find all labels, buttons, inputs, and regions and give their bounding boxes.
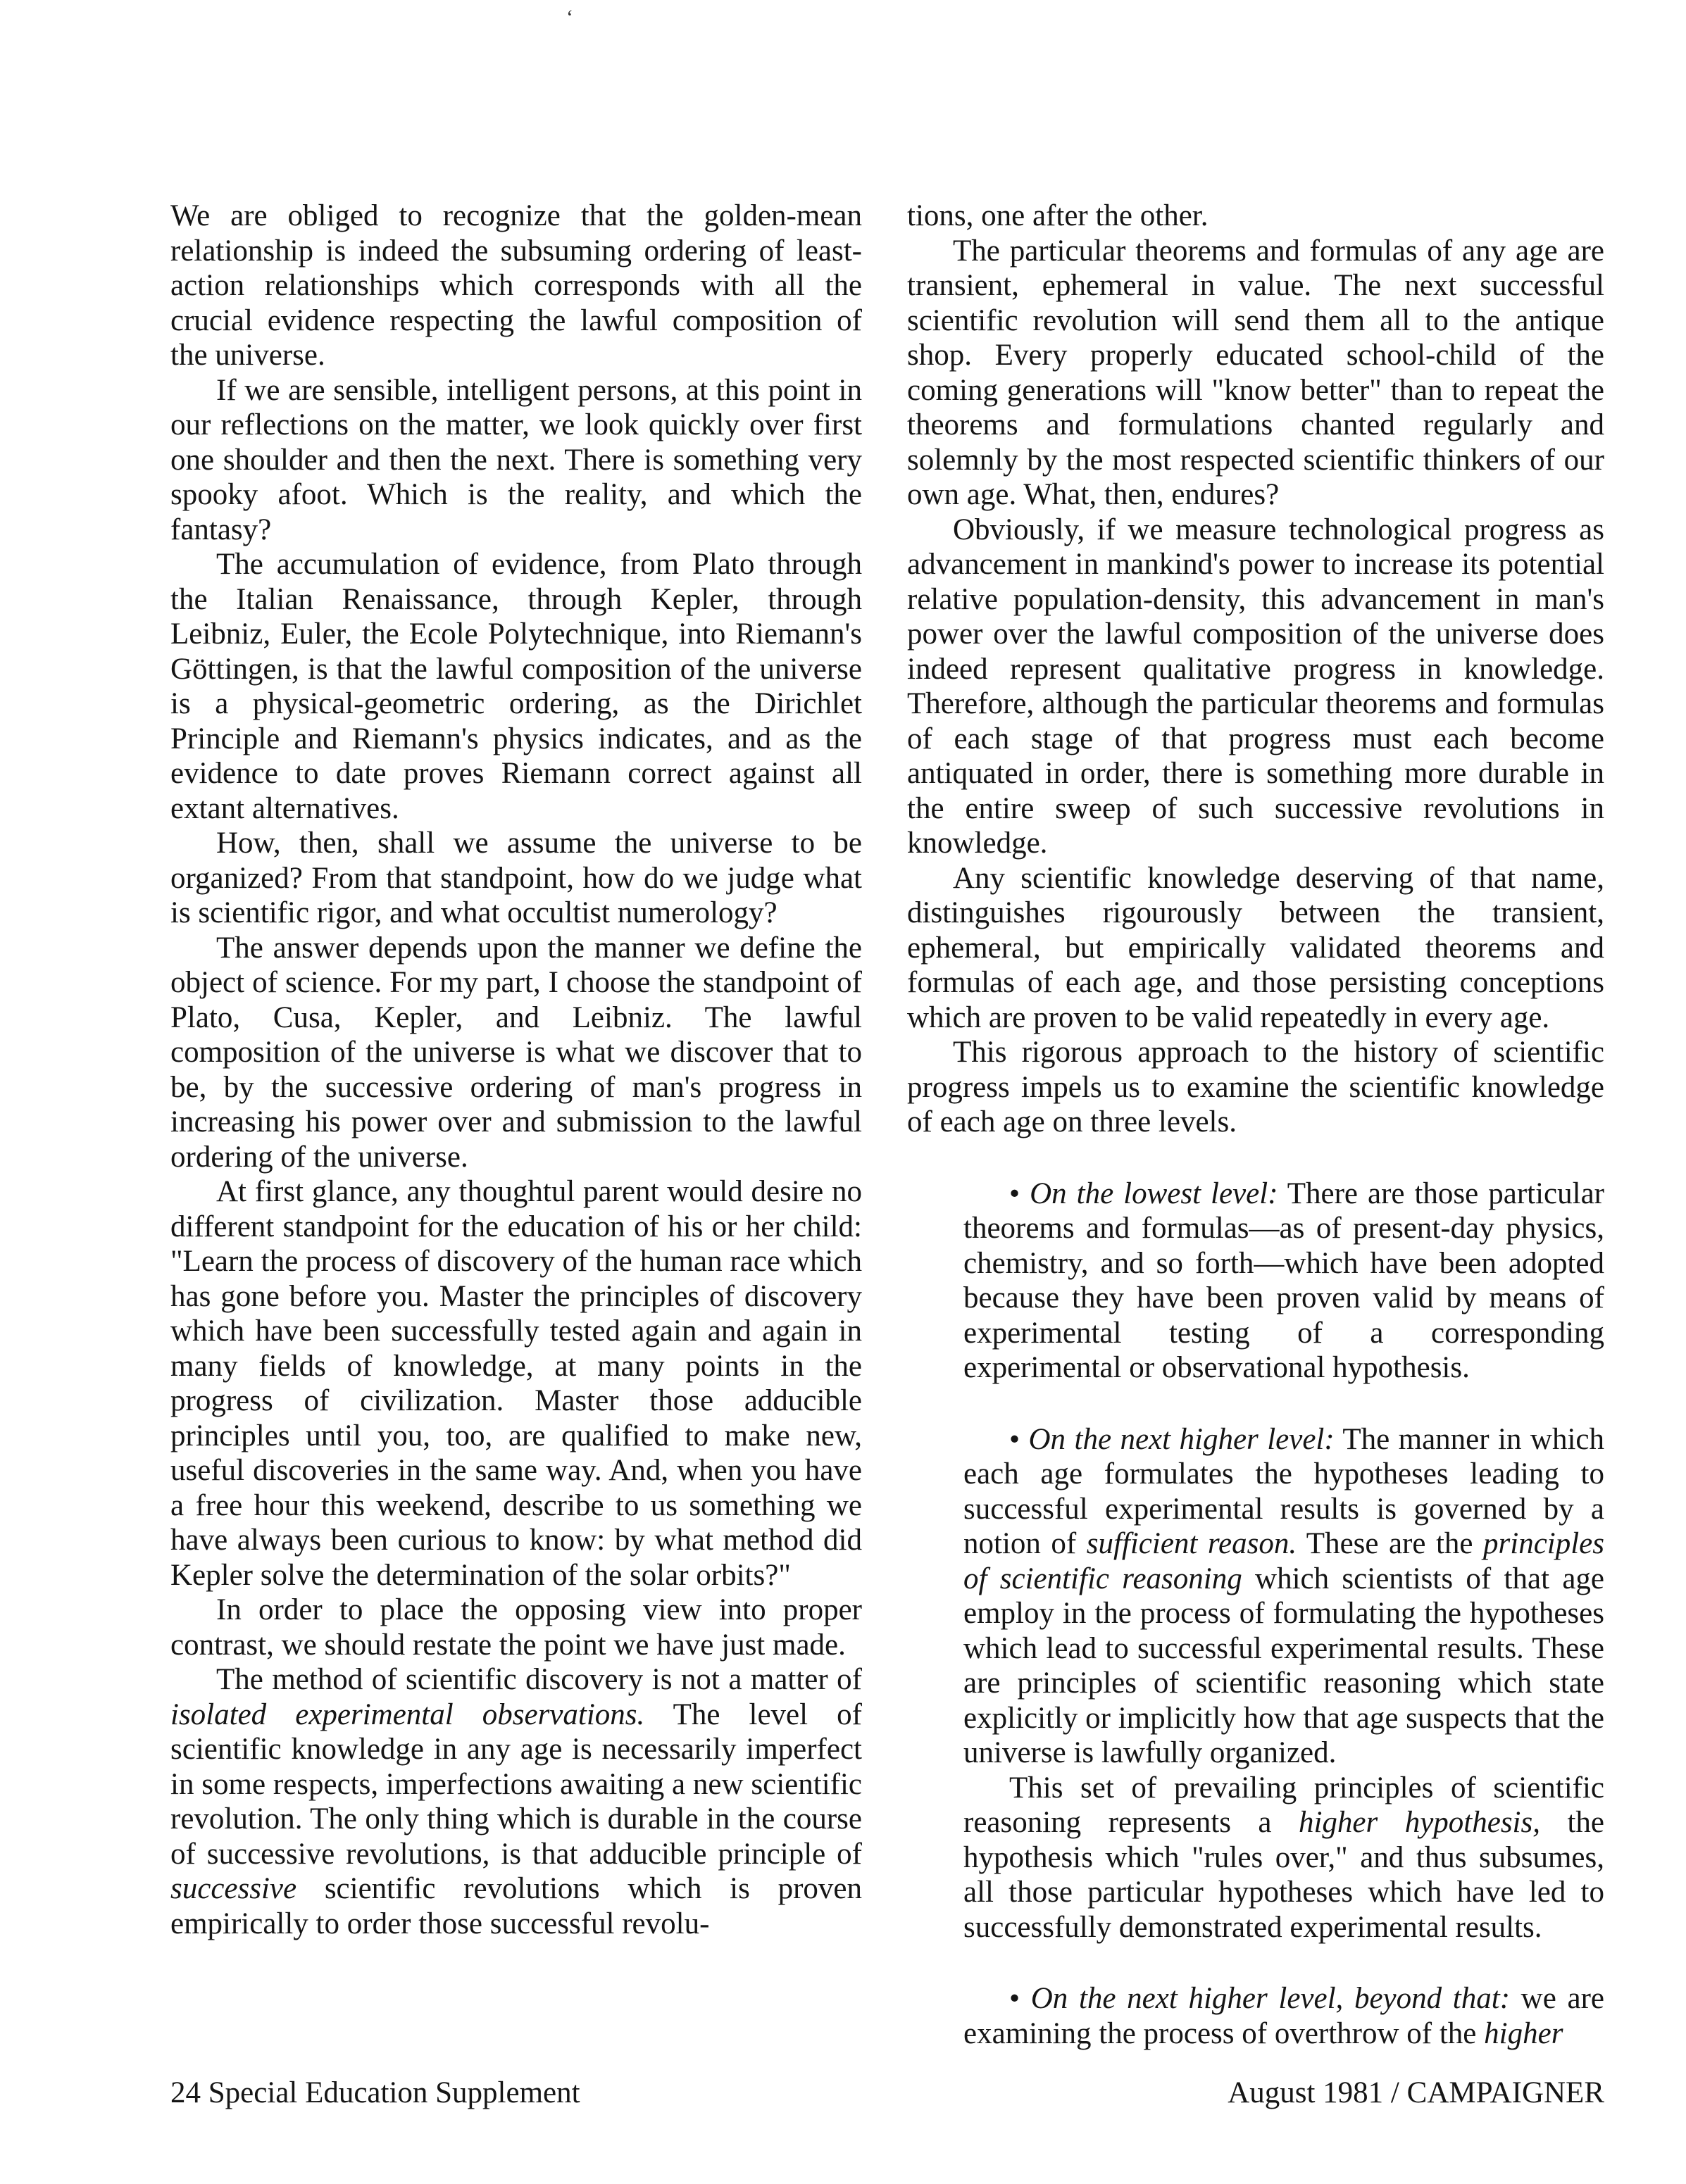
bullet-item-next-higher-level (907, 1422, 1604, 1771)
bullet-lead: On the lowest level: (1030, 1176, 1278, 1210)
bullet-icon: • (1009, 1422, 1020, 1456)
paragraph: tions, one after the other. (907, 199, 1209, 232)
paragraph: Any scientific knowledge deserving of that name, distinguishes rigourously between the transient, ephemeral, but empirically validated theorems and formulas of each age, and those persisting conceptions which are proven to be valid repeatedly in every age. (907, 861, 1604, 1034)
paragraph: This rigorous approach to the history of scientific progress impels us to examine the scientific knowledge of each age on three levels. (907, 1036, 1604, 1138)
text-run: There are those particular theorems and formulas—as of present-day physics, chemistry, and so forth—which have been adopted because they have been proven valid by means of experimental testing of a corresponding experimental or observational hypothesis. (963, 1176, 1604, 1384)
paragraph: In order to place the opposing view into proper contrast, we should restate the point we have just made. (170, 1593, 862, 1662)
footer-page-label: 24 Special Education Supplement (170, 2076, 580, 2109)
paragraph: The answer depends upon the manner we define the object of science. For my part, I choose the standpoint of Plato, Cusa, Kepler, and Leibniz. The lawful composition of the universe is what we discover that to be, by the successive ordering of man's progress in increasing his power over and submission to the lawful ordering of the universe. (170, 931, 862, 1174)
paragraph: We are obliged to recognize that the golden-mean relationship is indeed the subsuming ordering of least-action relationships which corresponds with all the crucial evidence respecting the lawful composition of the universe. (170, 199, 862, 372)
bullet-lead: On the next higher level, beyond that: (1030, 1982, 1511, 2015)
footer-issue-label: August 1981 / CAMPAIGNER (1228, 2076, 1604, 2109)
text-run: The method of scientific discovery is not a matter of (216, 1663, 862, 1696)
text-run: This set of prevailing principles of scientific reasoning represents a (963, 1771, 1604, 1839)
emphasis: sufficient reason. (1086, 1527, 1297, 1560)
text-run: we are examining the process of overthrow of the (963, 1982, 1604, 2050)
emphasis: successive (170, 1872, 297, 1905)
emphasis: isolated experimental observations. (170, 1697, 645, 1731)
emphasis: principles of scientific reasoning (963, 1527, 1604, 1595)
text-run: the hypothesis which "rules over," and thus subsumes, all those particular hypotheses which have led to successfully demonstrated experimental results. (963, 1806, 1604, 1944)
paragraph: The accumulation of evidence, from Plato through the Italian Renaissance, through Kepler, through Leibniz, Euler, the Ecole Polytechnique, into Riemann's Göttingen, is that the lawful composition of the universe is a physical-geometric ordering, as the Dirichlet Principle and Riemann's physics indicates, and as the evidence to date proves Riemann correct against all extant alternatives. (170, 548, 862, 825)
bullet-item-beyond-that (907, 1981, 1604, 2051)
print-speck: ‘ (566, 6, 573, 29)
emphasis: higher hypothesis, (1298, 1806, 1540, 1839)
paragraph (907, 1771, 1604, 1945)
left-column (170, 199, 862, 1941)
paragraph: How, then, shall we assume the universe to be organized? From that standpoint, how do we judge what is scientific rigor, and what occultist numerology? (170, 827, 862, 929)
bullet-icon: • (1009, 1982, 1020, 2015)
right-column (907, 199, 1604, 2051)
bullet-lead: On the next higher level: (1028, 1422, 1335, 1456)
paragraph: Obviously, if we measure technological progress as advancement in mankind's power to increase its potential relative population-density, this advancement in man's power over the lawful composition of the universe does indeed represent qualitative progress in knowledge. Therefore, although the particular theorems and formulas of each stage of that progress must each become antiquated in order, there is something more durable in the entire sweep of such successive revolutions in knowledge. (907, 513, 1604, 860)
text-run: The manner in which each age formulates the hypotheses leading to successful experimental results is governed by a notion of (963, 1422, 1604, 1560)
text-run: which scientists of that age employ in the process of formulating the hypotheses which lead to successful experimental results. These are principles of scientific reasoning which state explicitly or implicitly how that age suspects that the universe is lawfully organized. (963, 1562, 1605, 1769)
paragraph: The particular theorems and formulas of any age are transient, ephemeral in value. The next successful scientific revolution will send them all to the antique shop. Every properly educated school-child of the coming generations will "know better" than to repeat the theorems and formulations chanted regularly and solemnly by the most respected scientific thinkers of our own age. What, then, endures? (907, 234, 1604, 511)
text-run: The level of scientific knowledge in any age is necessarily imperfect in some respects, imperfections awaiting a new scientific revolution. The only thing which is durable in the course of successive revolutions, is that adducible principle of (170, 1697, 862, 1871)
text-run: scientific revolutions which is proven empirically to order those successful revolu- (170, 1872, 862, 1940)
bullet-item-lowest-level (907, 1176, 1604, 1386)
paragraph: If we are sensible, intelligent persons, at this point in our reflections on the matter, we look quickly over first one shoulder and then the next. There is something very spooky afoot. Which is the reality, and which the fantasy? (170, 373, 862, 546)
bullet-icon: • (1009, 1176, 1020, 1210)
paragraph (170, 1662, 862, 1941)
paragraph: At first glance, any thoughtul parent would desire no different standpoint for the education of his or her child: "Learn the process of discovery of the human race which has gone before you. Master the principles of discovery which have been successfully tested again and again in many fields of knowledge, at many points in the progress of civilization. Master those adducible principles until you, too, are qualified to make new, useful discoveries in the same way. And, when you have a free hour this weekend, describe to us something we have always been curious to know: by what method did Kepler solve the determination of the solar orbits?" (170, 1175, 862, 1592)
emphasis: higher (1484, 2016, 1563, 2050)
text-run: These are the (1297, 1527, 1484, 1560)
